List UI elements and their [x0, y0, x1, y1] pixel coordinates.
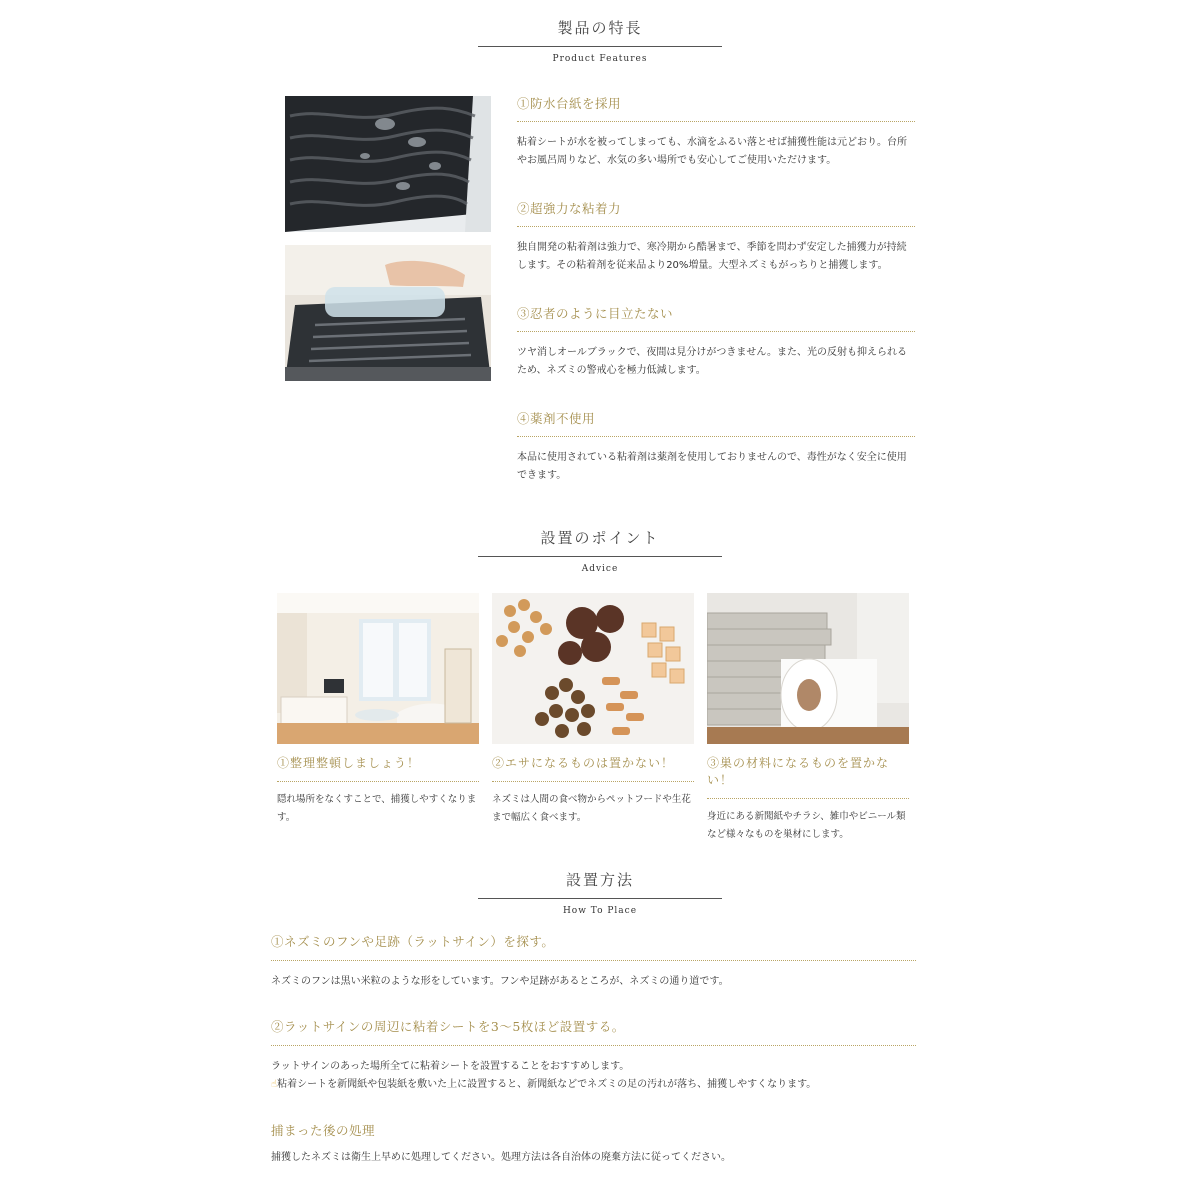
howto-title-rule [478, 898, 722, 899]
after-body: 捕獲したネズミは衛生上早めに処理してください。処理方法は各自治体の廃棄方法に従ってください。 [271, 1152, 731, 1163]
howto-header [0, 869, 1200, 916]
advice-body: 隠れ場所をなくすことで、捕獲しやすくなります。 [277, 794, 477, 823]
advice-card-nest [707, 593, 909, 844]
hand-point-icon: ☝ [271, 1079, 278, 1090]
feature-title: ②超強力な粘着力 [517, 201, 622, 216]
dotted-divider [517, 436, 915, 437]
features-subtitle: Product Features [552, 54, 648, 64]
advice-title: ②エサになるものは置かない！ [492, 756, 675, 770]
advice-title: ①整理整頓しましょう！ [277, 756, 421, 770]
advice-title-rule [478, 556, 722, 557]
feature-body: 粘着シートが水を被ってしまっても、水滴をふるい落とせば捕獲性能は元どおり。台所やお風呂周りなど、水気の多い場所でも安心してご使用いただけます。 [517, 137, 907, 166]
advice-card-tidy [277, 593, 479, 827]
feature-title: ④薬剤不使用 [517, 411, 596, 426]
dotted-divider [517, 331, 915, 332]
howto-title: 設置方法 [565, 871, 634, 889]
feature-title: ①防水台紙を採用 [517, 96, 622, 111]
dotted-divider [277, 781, 479, 782]
advice-card-food [492, 593, 694, 827]
feature-item-adhesive [517, 199, 915, 275]
advice-body: 身近にある新聞紙やチラシ、雑巾やビニール類など様々なものを巣材にします。 [707, 811, 906, 840]
feature-item-no-chemicals [517, 409, 915, 485]
howto-subtitle: How To Place [562, 906, 638, 916]
features-header [0, 17, 1200, 64]
step-body: ラットサインのあった場所全てに粘着シートを設置することをおすすめします。 [271, 1061, 630, 1072]
step-tip-text: 粘着シートを新聞紙や包装紙を敷いた上に設置すると、新聞紙などでネズミの足の汚れが落ち、捕獲しやすくなります。 [277, 1079, 817, 1090]
feature-body: ツヤ消しオールブラックで、夜間は見分けがつきません。また、光の反射も抑えられるため、ネズミの警戒心を極力低減します。 [517, 347, 907, 376]
dotted-divider [271, 960, 916, 961]
howto-step-2 [271, 1017, 916, 1094]
water-pour-photo [285, 245, 491, 381]
advice-body: ネズミは人間の食べ物からペットフードや生花まで幅広く食べます。 [492, 794, 691, 823]
step-title: ①ネズミのフンや足跡（ラットサイン）を探す。 [271, 934, 555, 949]
living-room-photo [277, 593, 479, 744]
dotted-divider [517, 121, 915, 122]
dotted-divider [271, 1045, 916, 1046]
howto-step-1 [271, 932, 916, 991]
step-title: ②ラットサインの周辺に粘着シートを3〜5枚ほど設置する。 [271, 1019, 625, 1034]
advice-header [0, 527, 1200, 574]
feature-body: 独自開発の粘着剤は強力で、寒冷期から酷暑まで、季節を問わず安定した捕獲力が持続します。その粘着剤を従来品より20%増量。大型ネズミもがっちりと捕獲します。 [517, 242, 907, 271]
dotted-divider [517, 226, 915, 227]
feature-body: 本品に使用されている粘着剤は薬剤を使用しておりませんので、毒性がなく安全に使用できます。 [517, 452, 907, 481]
after-title: 捕まった後の処理 [271, 1123, 376, 1138]
advice-title: 設置のポイント [540, 529, 660, 547]
after-capture [271, 1121, 916, 1167]
advice-title: ③巣の材料になるものを置かない！ [707, 756, 890, 787]
step-tip [271, 1076, 916, 1094]
features-title-rule [478, 46, 722, 47]
feature-title: ③忍者のように目立たない [517, 306, 674, 321]
dotted-divider [707, 798, 909, 799]
newspaper-towel-photo [707, 593, 909, 744]
feature-item-waterproof [517, 94, 915, 170]
pet-food-photo [492, 593, 694, 744]
advice-subtitle: Advice [581, 564, 619, 574]
waterproof-trap-photo [285, 96, 491, 232]
features-title: 製品の特長 [557, 19, 643, 37]
dotted-divider [492, 781, 694, 782]
feature-item-stealth [517, 304, 915, 380]
step-body: ネズミのフンは黒い米粒のような形をしています。フンや足跡があるところが、ネズミの通り道です。 [271, 976, 729, 987]
